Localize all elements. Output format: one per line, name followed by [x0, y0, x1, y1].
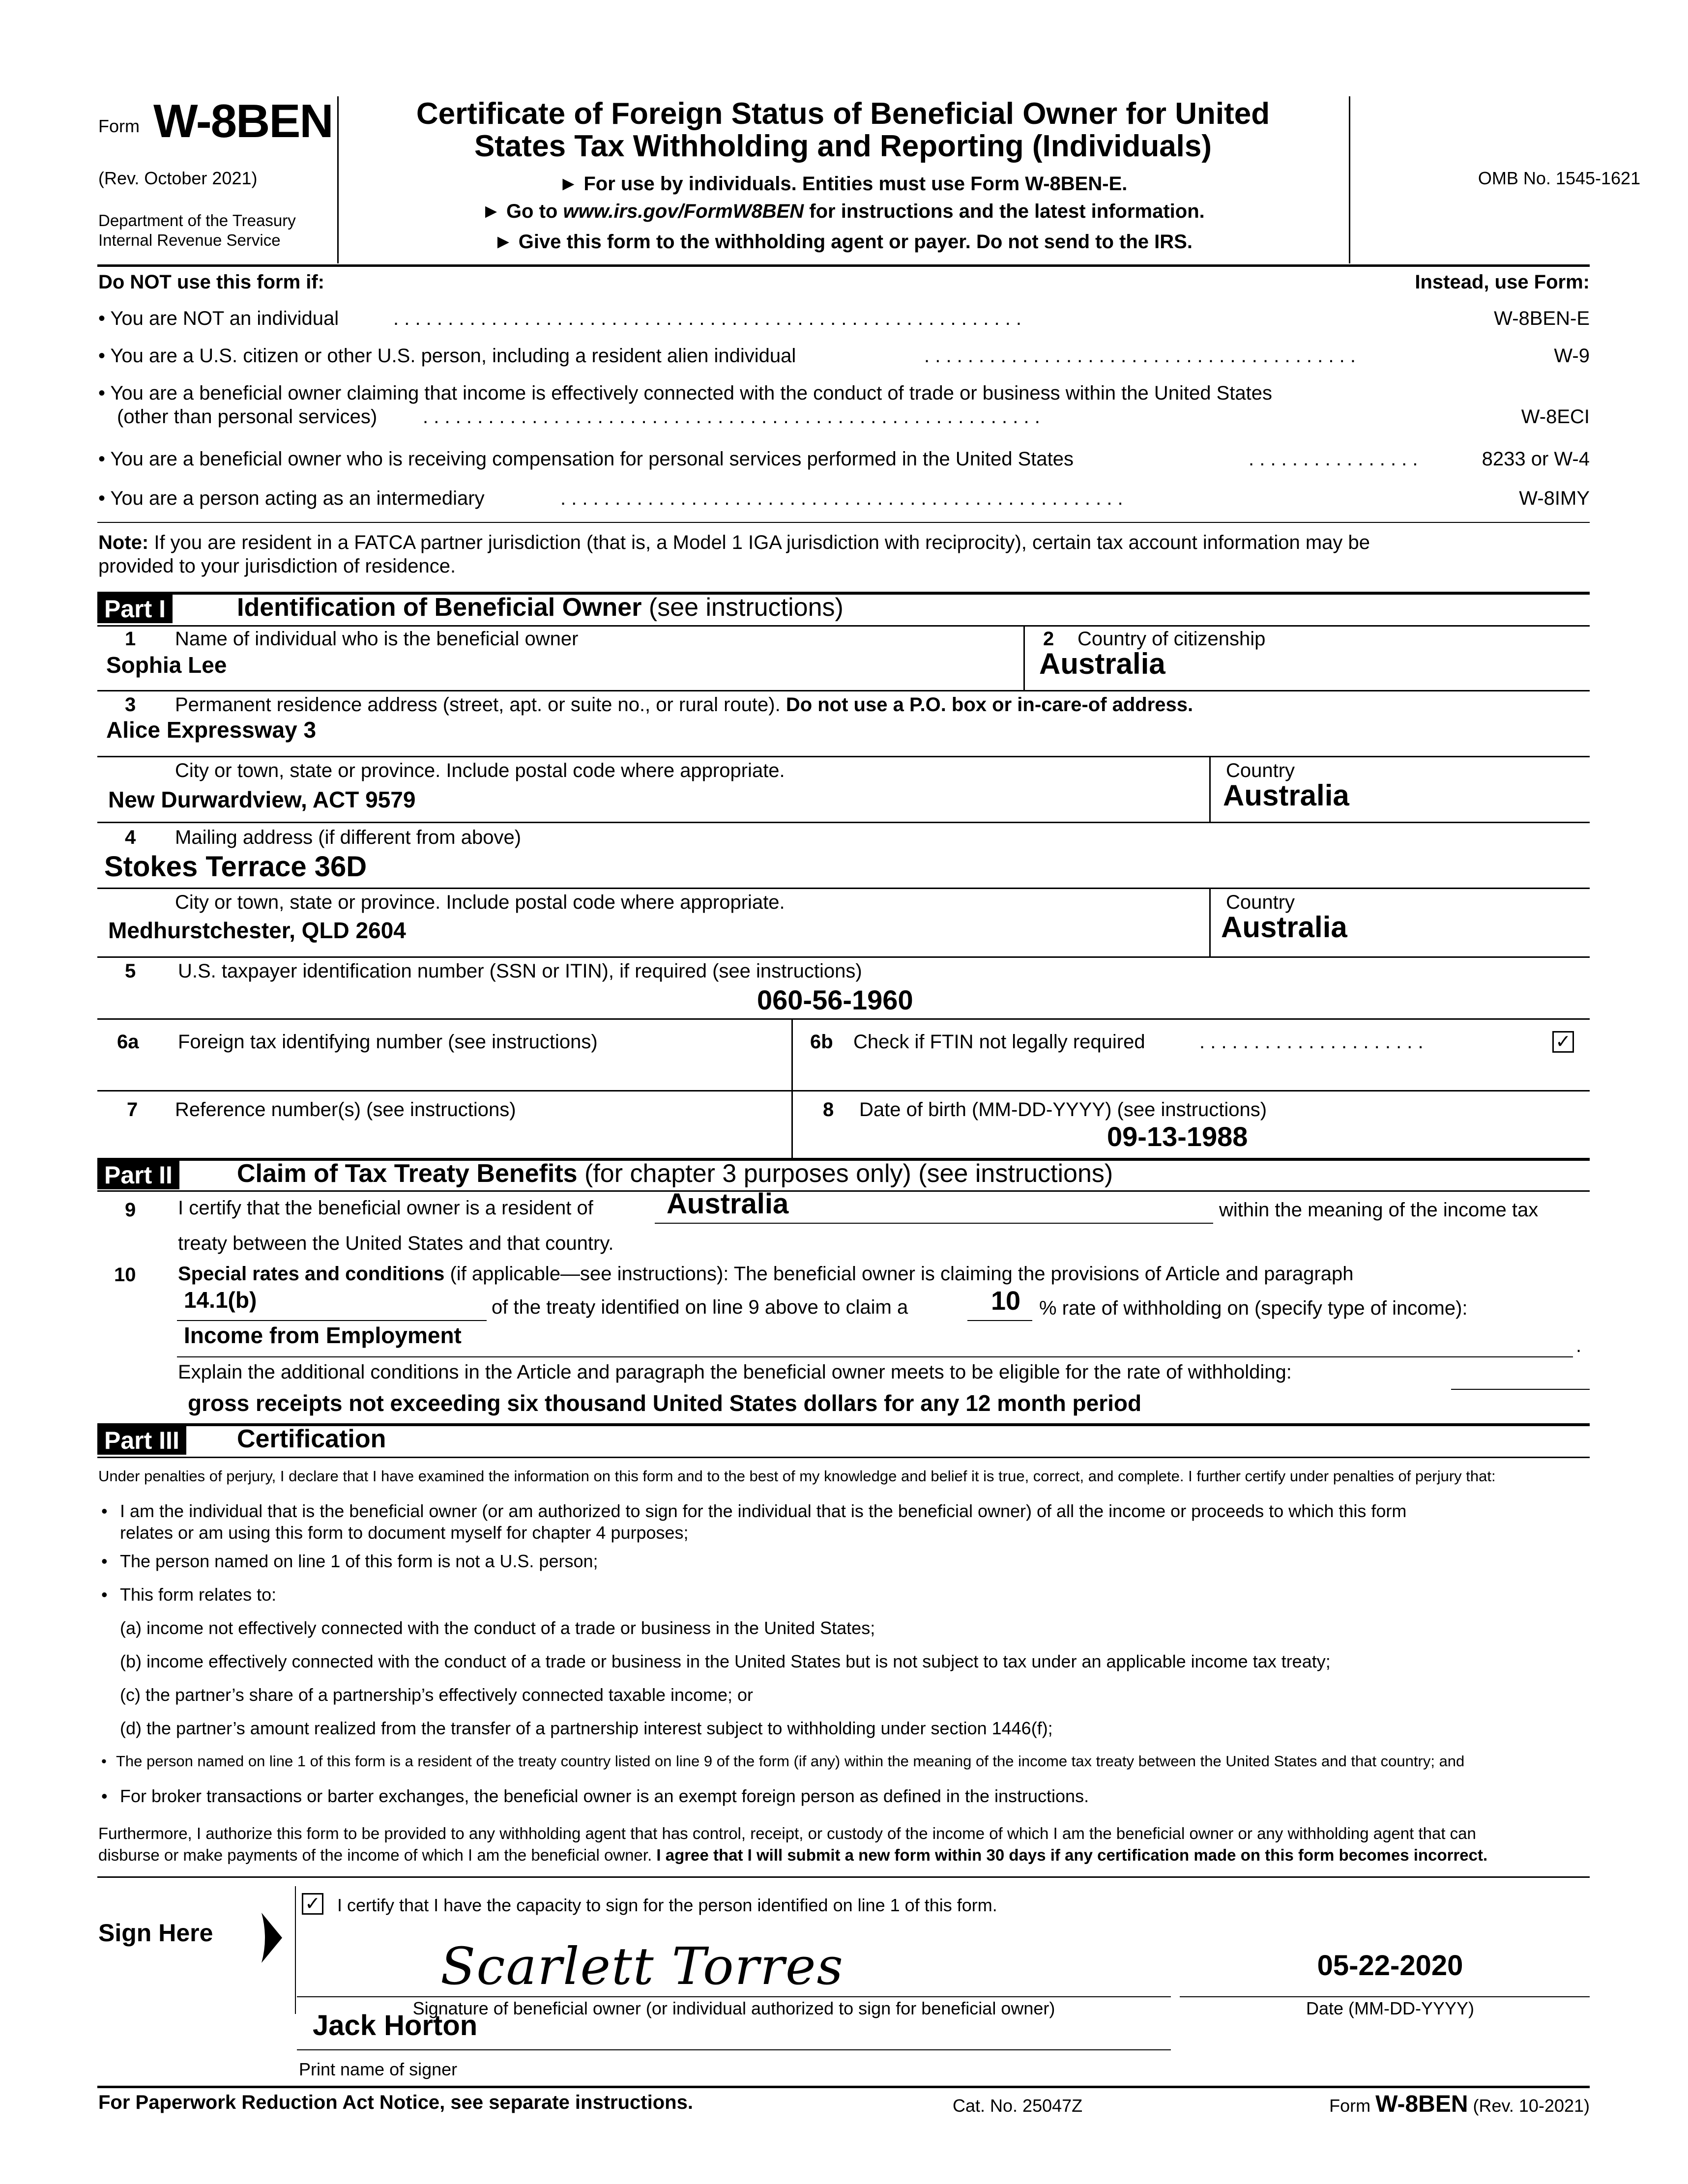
form-name: W-8BEN [153, 95, 333, 147]
instruction-individuals: ► For use by individuals. Entities must use Form W-8BEN-E. [558, 173, 1128, 195]
form-prefix: Form [98, 116, 140, 136]
line10-claim-text: of the treaty identified on line 9 above to claim a [492, 1296, 908, 1318]
line6b-number: 6b [810, 1031, 833, 1053]
cert-sub-c: (c) the partner’s share of a partnership’s effectively connected taxable income; or [120, 1685, 754, 1705]
income-type-field[interactable]: Income from Employment [184, 1322, 462, 1348]
print-name-label: Print name of signer [299, 2059, 458, 2079]
treaty-country-field[interactable]: Australia [667, 1188, 789, 1220]
revision-date: (Rev. October 2021) [98, 168, 258, 188]
line6a-label: Foreign tax identifying number (see instructions) [178, 1031, 598, 1053]
income-type-period: . [1576, 1335, 1582, 1356]
line6b-label: Check if FTIN not legally required [853, 1031, 1145, 1053]
form-title-line1: Certificate of Foreign Status of Beneficial Owner for United [416, 97, 1270, 131]
line3-city-label: City or town, state or province. Include postal code where appropriate. [175, 760, 785, 781]
do-not-use-item-3: • You are a beneficial owner claiming that income is effectively connected with the conduct of trade or business within the United States [98, 382, 1272, 404]
irs-website-link[interactable]: www.irs.gov/FormW8BEN [563, 201, 804, 222]
line7-label: Reference number(s) (see instructions) [175, 1099, 516, 1121]
instruction-website: ► Go to www.irs.gov/FormW8BEN for instructions and the latest information. [481, 201, 1205, 222]
do-not-use-form-3: W-8ECI [1516, 406, 1590, 428]
do-not-use-item-2: • You are a U.S. citizen or other U.S. person, including a resident alien individual [98, 345, 796, 367]
department-line1: Department of the Treasury [98, 211, 296, 230]
signature-date-field[interactable]: 05-22-2020 [1317, 1950, 1463, 1982]
instruction-give-form: ► Give this form to the withholding agent or payer. Do not send to the IRS. [494, 231, 1193, 253]
cert-bullet-3: This form relates to: [120, 1584, 277, 1605]
line5-number: 5 [125, 960, 136, 982]
form-title-line2: States Tax Withholding and Reporting (Individuals) [474, 129, 1212, 163]
capacity-statement: I certify that I have the capacity to sign for the person identified on line 1 of this form. [337, 1895, 997, 1915]
footer-form-id: Form W-8BEN (Rev. 10-2021) [1329, 2091, 1590, 2117]
fatca-note-line1: Note: If you are resident in a FATCA partner jurisdiction (that is, a Model 1 IGA jurisdiction with reciprocity), certain tax account information may be [98, 532, 1370, 553]
perjury-intro: Under penalties of perjury, I declare that I have examined the information on this form and to the best of my knowledge and belief it is true, correct, and complete. I further certify under penalties of perjury that: [98, 1467, 1496, 1485]
permanent-address-field[interactable]: Alice Expressway 3 [106, 717, 317, 743]
line1-number: 1 [125, 628, 136, 650]
sign-here-label: Sign Here [98, 1919, 213, 1947]
cert-bullet-2: The person named on line 1 of this form is not a U.S. person; [120, 1551, 598, 1571]
authorization-line1: Furthermore, I authorize this form to be provided to any withholding agent that has control, receipt, or custody of the income of which I am the beneficial owner or any withholding agent that can [98, 1824, 1476, 1842]
do-not-use-form-4: 8233 or W-4 [1477, 448, 1590, 470]
line10-number: 10 [114, 1264, 136, 1286]
line3-label: Permanent residence address (street, apt. or suite no., or rural route). Do not use a P.O. box or in-care-of address. [175, 694, 1193, 716]
treaty-article-field[interactable]: 14.1(b) [184, 1287, 257, 1313]
mailing-address-field[interactable]: Stokes Terrace 36D [104, 851, 367, 883]
line9-label-cont: within the meaning of the income tax [1219, 1199, 1539, 1221]
do-not-use-item-1: • You are NOT an individual [98, 308, 339, 329]
date-label: Date (MM-DD-YYYY) [1306, 1998, 1475, 2018]
line4-number: 4 [125, 827, 136, 848]
print-name-field[interactable]: Jack Horton [313, 2010, 478, 2041]
line10-rate-text: % rate of withholding on (specify type of income): [1039, 1297, 1468, 1319]
line3-country-label: Country [1226, 760, 1295, 781]
instead-use-heading: Instead, use Form: [1415, 271, 1590, 293]
part2-title: Claim of Tax Treaty Benefits (for chapter 3 purposes only) (see instructions) [237, 1159, 1113, 1188]
part2-tag: Part II [97, 1161, 179, 1189]
line2-label: Country of citizenship [1077, 628, 1266, 650]
line10-label: Special rates and conditions (if applicable—see instructions): The beneficial owner is claiming the provisions of Article and paragraph [178, 1263, 1354, 1285]
do-not-use-form-5: W-8IMY [1514, 488, 1590, 510]
line1-label: Name of individual who is the beneficial owner [175, 628, 579, 650]
cert-bullet-5: For broker transactions or barter exchanges, the beneficial owner is an exempt foreign person as defined in the instructions. [120, 1786, 1089, 1806]
cert-bullet-5-dot: • [101, 1786, 108, 1806]
date-of-birth-field[interactable]: 09-13-1988 [1107, 1121, 1248, 1152]
authorization-line2: disburse or make payments of the income of which I am the beneficial owner. I agree that I will submit a new form within 30 days if any certification made on this form becomes incorrect. [98, 1846, 1488, 1864]
catalog-number: Cat. No. 25047Z [953, 2096, 1083, 2116]
line4-city-label: City or town, state or province. Include postal code where appropriate. [175, 891, 785, 913]
cert-sub-b: (b) income effectively connected with the conduct of a trade or business in the United States but is not subject to tax under an applicable income tax treaty; [120, 1651, 1331, 1671]
us-tin-field[interactable]: 060-56-1960 [757, 984, 913, 1015]
cert-bullet-1-dot: • [101, 1501, 108, 1521]
line6a-number: 6a [117, 1031, 139, 1053]
citizenship-country-field[interactable]: Australia [1039, 647, 1165, 680]
part1-tag: Part I [97, 595, 173, 623]
mailing-country-field[interactable]: Australia [1221, 911, 1347, 944]
do-not-use-item-3-cont: (other than personal services) [117, 406, 378, 428]
department-line2: Internal Revenue Service [98, 231, 281, 249]
ftin-not-required-checkbox[interactable]: ✓ [1552, 1031, 1574, 1053]
part3-tag: Part III [97, 1426, 186, 1455]
additional-conditions-field[interactable]: gross receipts not exceeding six thousand United States dollars for any 12 month period [188, 1390, 1142, 1416]
line9-label: I certify that the beneficial owner is a resident of [178, 1197, 593, 1219]
line3-number: 3 [125, 694, 136, 716]
sign-here-arrow-icon [260, 1911, 284, 1965]
line5-label: U.S. taxpayer identification number (SSN or ITIN), if required (see instructions) [178, 960, 862, 982]
withholding-rate-field[interactable]: 10 [991, 1286, 1021, 1316]
do-not-use-heading: Do NOT use this form if: [98, 271, 324, 293]
cert-sub-a: (a) income not effectively connected with the conduct of a trade or business in the United States; [120, 1618, 875, 1638]
omb-number: OMB No. 1545-1621 [1478, 168, 1641, 188]
permanent-city-field[interactable]: New Durwardview, ACT 9579 [108, 787, 416, 812]
cert-sub-d: (d) the partner’s amount realized from the transfer of a partnership interest subject to withholding under section 1446(f); [120, 1718, 1053, 1738]
line4-country-label: Country [1226, 891, 1295, 913]
cert-bullet-1-line1: I am the individual that is the beneficial owner (or am authorized to sign for the individual that is the beneficial owner) of all the income or proceeds to which this form [120, 1501, 1407, 1521]
mailing-city-field[interactable]: Medhurstchester, QLD 2604 [108, 918, 406, 943]
do-not-use-item-4: • You are a beneficial owner who is receiving compensation for personal services performed in the United States [98, 448, 1074, 470]
line8-number: 8 [823, 1099, 834, 1121]
cert-bullet-4-dot: • [101, 1753, 107, 1770]
paperwork-notice: For Paperwork Reduction Act Notice, see separate instructions. [98, 2092, 693, 2113]
signature-label: Signature of beneficial owner (or individual authorized to sign for beneficial owner) [412, 1998, 1055, 2018]
line8-label: Date of birth (MM-DD-YYYY) (see instructions) [859, 1099, 1267, 1121]
explain-conditions-label: Explain the additional conditions in the Article and paragraph the beneficial owner meets to be eligible for the rate of withholding: [178, 1361, 1292, 1383]
do-not-use-form-1: W-8BEN-E [1489, 308, 1590, 330]
signature-field[interactable]: Scarlett Torres [440, 1936, 844, 1996]
cert-bullet-4: The person named on line 1 of this form is a resident of the treaty country listed on line 9 of the form (if any) within the meaning of the income tax treaty between the United States and that country; and [116, 1753, 1465, 1770]
fatca-note-line2: provided to your jurisdiction of residence. [98, 555, 456, 577]
cert-bullet-3-dot: • [101, 1584, 108, 1605]
part3-title: Certification [237, 1425, 386, 1453]
line9-label-line2: treaty between the United States and that country. [178, 1233, 614, 1254]
do-not-use-item-5: • You are a person acting as an intermediary [98, 488, 485, 509]
beneficial-owner-name-field[interactable]: Sophia Lee [106, 652, 227, 678]
do-not-use-form-2: W-9 [1549, 345, 1590, 367]
line7-number: 7 [127, 1099, 138, 1121]
capacity-checkbox[interactable]: ✓ [302, 1893, 323, 1915]
cert-bullet-1-line2: relates or am using this form to document myself for chapter 4 purposes; [120, 1523, 689, 1543]
line2-number: 2 [1043, 628, 1054, 650]
part1-title: Identification of Beneficial Owner (see instructions) [237, 593, 844, 622]
permanent-country-field[interactable]: Australia [1223, 779, 1349, 812]
line4-label: Mailing address (if different from above) [175, 827, 522, 848]
line9-number: 9 [125, 1199, 136, 1221]
cert-bullet-2-dot: • [101, 1551, 108, 1571]
